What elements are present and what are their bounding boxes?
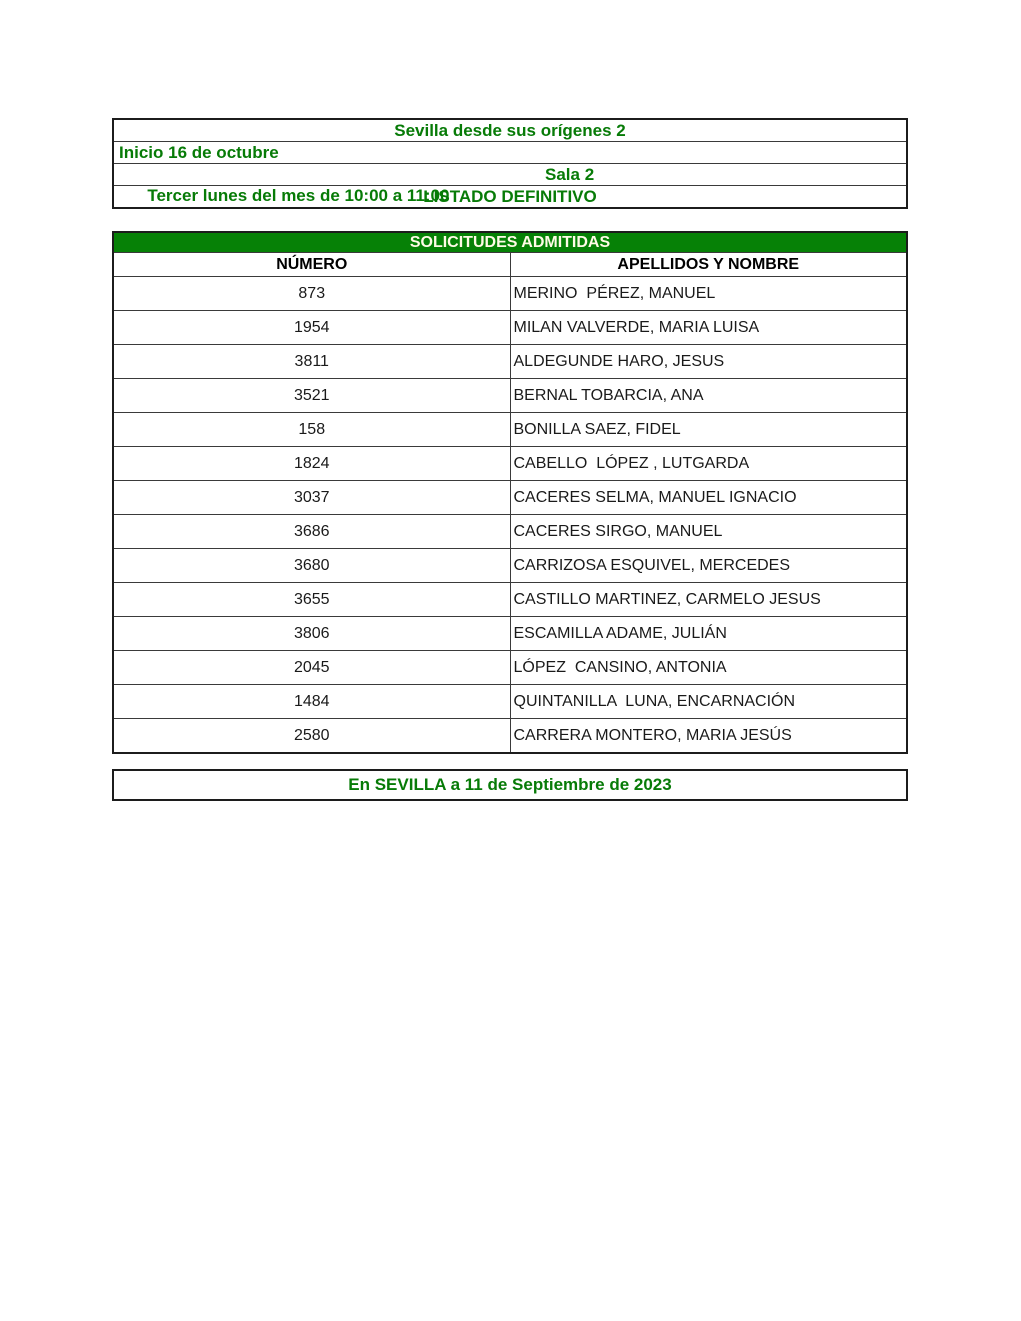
table-row [113,379,907,413]
request-number: 3811 [113,345,510,379]
applicant-name: CABELLO LÓPEZ , LUTGARDA [510,447,907,481]
applicant-name: BERNAL TOBARCIA, ANA [510,379,907,413]
applicant-name: CARRERA MONTERO, MARIA JESÚS [510,719,907,754]
request-number: 873 [113,277,510,311]
room-label: Sala 2 [545,165,595,184]
table-row [113,481,907,515]
applicant-name: ALDEGUNDE HARO, JESUS [510,345,907,379]
table-row [113,617,907,651]
schedule-text: Tercer lunes del mes de 10:00 a 11:00 [147,186,450,205]
admitted-table [112,231,908,754]
column-header-row [113,253,907,277]
applicant-name: CASTILLO MARTINEZ, CARMELO JESUS [510,583,907,617]
applicant-name: LÓPEZ CANSINO, ANTONIA [510,651,907,685]
table-title-row [113,232,907,253]
table-row [113,447,907,481]
applicant-name: ESCAMILLA ADAME, JULIÁN [510,617,907,651]
request-number: 1484 [113,685,510,719]
column-header-apellidos: APELLIDOS Y NOMBRE [510,253,907,277]
table-row [113,311,907,345]
applicant-name: MERINO PÉREZ, MANUEL [510,277,907,311]
course-title: Sevilla desde sus orígenes 2 [114,120,906,142]
request-number: 3037 [113,481,510,515]
course-info-box [112,118,908,209]
request-number: 3686 [113,515,510,549]
request-number: 1824 [113,447,510,481]
date-footer: En SEVILLA a 11 de Septiembre de 2023 [112,769,908,801]
applicant-name: BONILLA SAEZ, FIDEL [510,413,907,447]
applicant-name: CACERES SELMA, MANUEL IGNACIO [510,481,907,515]
request-number: 1954 [113,311,510,345]
request-number: 3521 [113,379,510,413]
table-title: SOLICITUDES ADMITIDAS [113,232,907,253]
request-number: 2045 [113,651,510,685]
table-row [113,685,907,719]
request-number: 3680 [113,549,510,583]
request-number: 3806 [113,617,510,651]
table-row [113,345,907,379]
applicant-name: CARRIZOSA ESQUIVEL, MERCEDES [510,549,907,583]
column-header-numero: NÚMERO [113,253,510,277]
request-number: 3655 [113,583,510,617]
table-row [113,515,907,549]
table-row [113,651,907,685]
course-start-date: Inicio 16 de octubre [114,142,906,164]
list-status: LISTADO DEFINITIVO [423,187,597,206]
applicant-name: CACERES SIRGO, MANUEL [510,515,907,549]
applicant-name: MILAN VALVERDE, MARIA LUISA [510,311,907,345]
table-row [113,549,907,583]
request-number: 2580 [113,719,510,754]
table-row [113,277,907,311]
table-row [113,583,907,617]
request-number: 158 [113,413,510,447]
table-row [113,413,907,447]
table-row [113,719,907,754]
applicant-name: QUINTANILLA LUNA, ENCARNACIÓN [510,685,907,719]
